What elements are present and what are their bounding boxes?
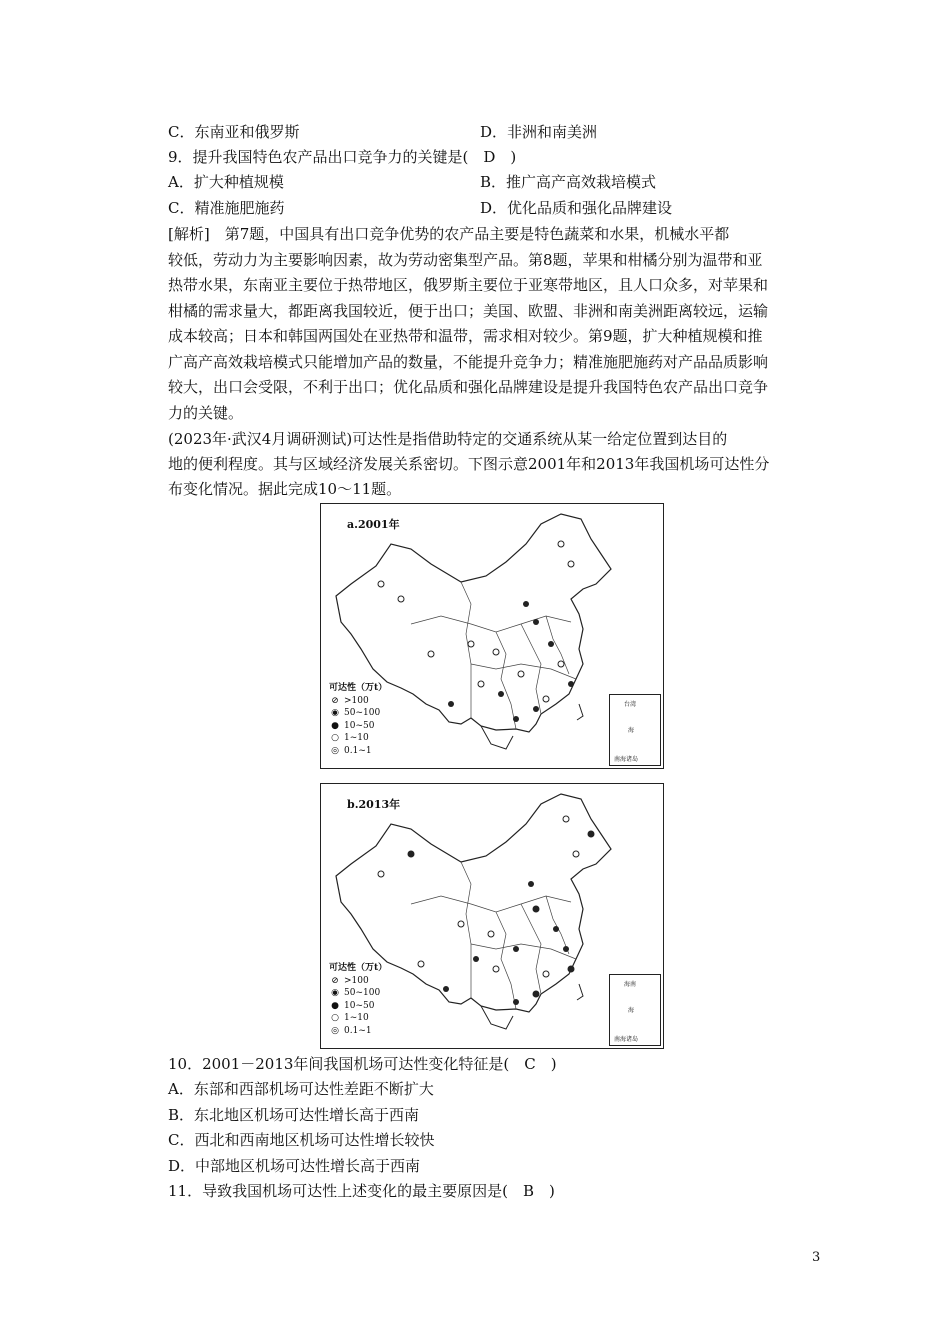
legend-item xyxy=(329,720,387,733)
q9-option-d: D．优化品质和强化品牌建设 xyxy=(480,199,673,217)
analysis-line: [解析] 第7题，中国具有出口竞争优势的农产品主要是特色蔬菜和水果，机械水平都 xyxy=(168,225,730,243)
legend-item xyxy=(329,987,387,1000)
legend-title: 可达性（万t） xyxy=(329,683,388,693)
south-china-sea-inset xyxy=(609,694,661,766)
analysis-line: 较低，劳动力为主要影响因素，故为劳动密集型产品。第8题，苹果和柑橘分别为温带和亚 xyxy=(168,251,763,269)
map-legend xyxy=(329,962,387,1037)
q10-option-c: C．西北和西南地区机场可达性增长较快 xyxy=(168,1131,435,1149)
hatched-circle-icon: ⊘ xyxy=(331,695,339,706)
map-title: a.2001年 xyxy=(347,518,400,531)
filled-dot-icon: ● xyxy=(331,720,339,731)
legend-title: 可达性（万t） xyxy=(329,963,388,973)
inset-label: 海南 xyxy=(624,981,637,988)
analysis-line: 广高产高效栽培模式只能增加产品的数量，不能提升竞争力；精准施肥施药对产品品质影响 xyxy=(168,353,769,371)
intro-line: 地的便利程度。其与区域经济发展关系密切。下图示意2001年和2013年我国机场可达性分 xyxy=(168,455,770,473)
hatched-circle-icon: ⊘ xyxy=(331,975,339,986)
legend-label: 1~10 xyxy=(344,1013,369,1023)
legend-item xyxy=(329,1012,387,1025)
q10-option-b: B．东北地区机场可达性增长高于西南 xyxy=(168,1106,420,1124)
legend-label: 1~10 xyxy=(344,733,369,743)
map-title: b.2013年 xyxy=(347,798,401,811)
analysis-line: 成本较高；日本和韩国两国处在亚热带和温带，需求相对较少。第9题，扩大种植规模和推 xyxy=(168,327,763,345)
bullseye-icon: ◉ xyxy=(331,708,339,718)
legend-label: >100 xyxy=(344,975,369,986)
inset-label: 海 xyxy=(628,1007,635,1014)
legend-label: 50~100 xyxy=(344,988,381,998)
q10-option-d: D．中部地区机场可达性增长高于西南 xyxy=(168,1157,421,1175)
map-2001 xyxy=(320,503,664,769)
inset-label: 南海诸岛 xyxy=(614,1036,639,1043)
legend-label: 50~100 xyxy=(344,708,381,718)
q8-option-d: D．非洲和南美洲 xyxy=(480,123,598,141)
ring-dot-icon: ◎ xyxy=(331,745,339,756)
analysis-line: 力的关键。 xyxy=(168,404,244,422)
intro-line: (2023年·武汉4月调研测试)可达性是指借助特定的交通系统从某一给定位置到达目的 xyxy=(168,430,728,448)
inset-label: 海 xyxy=(628,727,635,734)
legend-item xyxy=(329,745,387,758)
q8-option-c: C．东南亚和俄罗斯 xyxy=(168,123,300,141)
legend-label: 10~50 xyxy=(344,720,375,731)
open-circle-icon: ○ xyxy=(331,733,339,743)
inset-label: 台湾 xyxy=(624,701,637,708)
page-number: 3 xyxy=(812,1250,821,1265)
q9-option-a: A．扩大种植规模 xyxy=(168,173,284,191)
analysis-line: 热带水果，东南亚主要位于热带地区，俄罗斯主要位于亚寒带地区，且人口众多，对苹果和 xyxy=(168,276,769,294)
q11-stem: 11．导致我国机场可达性上述变化的最主要原因是( B ) xyxy=(168,1182,555,1200)
q9-option-b: B．推广高产高效栽培模式 xyxy=(480,173,657,191)
filled-dot-icon: ● xyxy=(331,1000,339,1011)
map-2013 xyxy=(320,783,664,1049)
legend-label: 0.1~1 xyxy=(344,745,372,756)
q10-option-a: A．东部和西部机场可达性差距不断扩大 xyxy=(168,1080,434,1098)
legend-item xyxy=(329,975,387,988)
legend-item xyxy=(329,695,387,708)
legend-label: 10~50 xyxy=(344,1000,375,1011)
map-legend xyxy=(329,682,387,757)
ring-dot-icon: ◎ xyxy=(331,1025,339,1036)
bullseye-icon: ◉ xyxy=(331,988,339,998)
legend-item xyxy=(329,707,387,720)
analysis-line: 较大，出口会受限，不利于出口；优化品质和强化品牌建设是提升我国特色农产品出口竞争 xyxy=(168,378,769,396)
legend-label: 0.1~1 xyxy=(344,1025,372,1036)
q9-stem: 9．提升我国特色农产品出口竞争力的关键是( D ) xyxy=(168,148,517,166)
south-china-sea-inset xyxy=(609,974,661,1046)
legend-item xyxy=(329,1025,387,1038)
open-circle-icon: ○ xyxy=(331,1013,339,1023)
q10-stem: 10．2001－2013年间我国机场可达性变化特征是( C ) xyxy=(168,1055,557,1073)
intro-line: 布变化情况。据此完成10～11题。 xyxy=(168,480,402,498)
inset-label: 南海诸岛 xyxy=(614,756,639,763)
legend-item xyxy=(329,732,387,745)
legend-label: >100 xyxy=(344,695,369,706)
q9-option-c: C．精准施肥施药 xyxy=(168,199,285,217)
analysis-line: 柑橘的需求量大，都距离我国较近，便于出口；美国、欧盟、非洲和南美洲距离较远，运输 xyxy=(168,302,769,320)
legend-item xyxy=(329,1000,387,1013)
